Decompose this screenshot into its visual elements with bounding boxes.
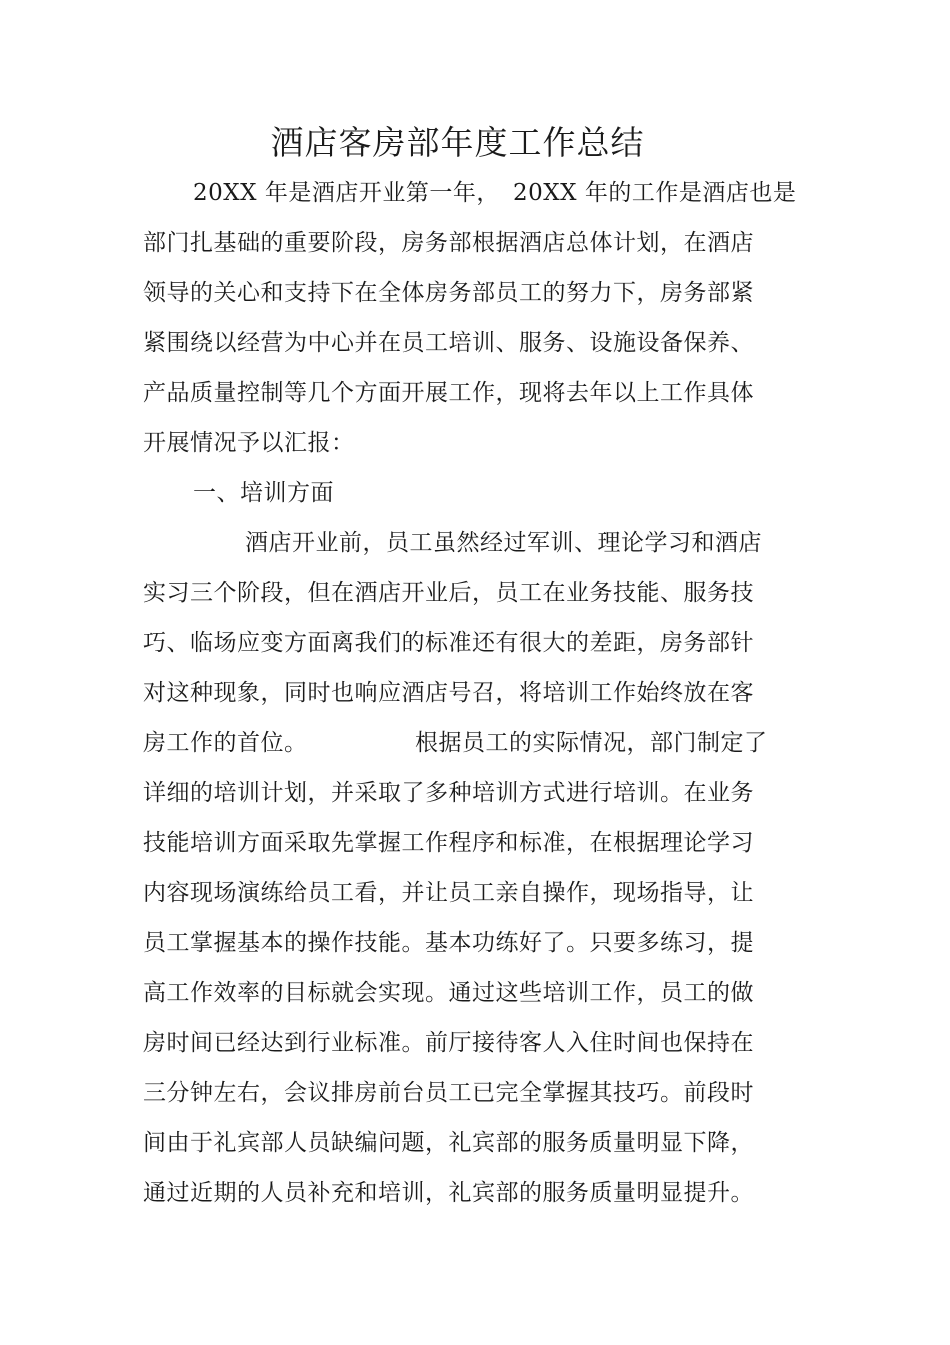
paragraph-line: 根据员工的实际情况，部门制定了	[415, 730, 768, 756]
paragraph-line: 员工掌握基本的操作技能。基本功练好了。只要多练习，提	[143, 930, 754, 956]
paragraph-line: 房工作的首位。	[143, 730, 308, 756]
paragraph-line: 详细的培训计划，并采取了多种培训方式进行培训。在业务	[143, 780, 754, 806]
paragraph-line: 高工作效率的目标就会实现。通过这些培训工作，员工的做	[143, 980, 754, 1006]
document-title: 酒店客房部年度工作总结	[270, 123, 645, 162]
paragraph-line: 酒店开业前，员工虽然经过军训、理论学习和酒店	[245, 530, 762, 556]
paragraph-line: 三分钟左右，会议排房前台员工已完全掌握其技巧。前段时	[143, 1080, 754, 1106]
paragraph-line: 巧、临场应变方面离我们的标准还有很大的差距，房务部针	[143, 630, 754, 656]
paragraph-line: 实习三个阶段，但在酒店开业后，员工在业务技能、服务技	[143, 580, 754, 606]
paragraph-line: 间由于礼宾部人员缺编问题，礼宾部的服务质量明显下降，	[143, 1130, 754, 1156]
paragraph-line: 内容现场演练给员工看，并让员工亲自操作，现场指导，让	[143, 880, 754, 906]
paragraph-line: 部门扎基础的重要阶段，房务部根据酒店总体计划，在酒店	[143, 230, 754, 256]
paragraph-line: 领导的关心和支持下在全体房务部员工的努力下，房务部紧	[143, 280, 754, 306]
paragraph-line: 技能培训方面采取先掌握工作程序和标准，在根据理论学习	[143, 830, 754, 856]
paragraph-line: 对这种现象，同时也响应酒店号召，将培训工作始终放在客	[143, 680, 754, 706]
section-heading: 一、培训方面	[193, 480, 334, 506]
paragraph-line: 20XX 年的工作是酒店也是	[513, 180, 797, 206]
paragraph-line: 20XX 年是酒店开业第一年，	[193, 180, 500, 206]
paragraph-line: 房时间已经达到行业标准。前厅接待客人入住时间也保持在	[143, 1030, 754, 1056]
paragraph-line: 产品质量控制等几个方面开展工作，现将去年以上工作具体	[143, 380, 754, 406]
paragraph-line: 通过近期的人员补充和培训，礼宾部的服务质量明显提升。	[143, 1180, 754, 1206]
paragraph-line: 开展情况予以汇报：	[143, 430, 355, 456]
paragraph-line: 紧围绕以经营为中心并在员工培训、服务、设施设备保养、	[143, 330, 754, 356]
